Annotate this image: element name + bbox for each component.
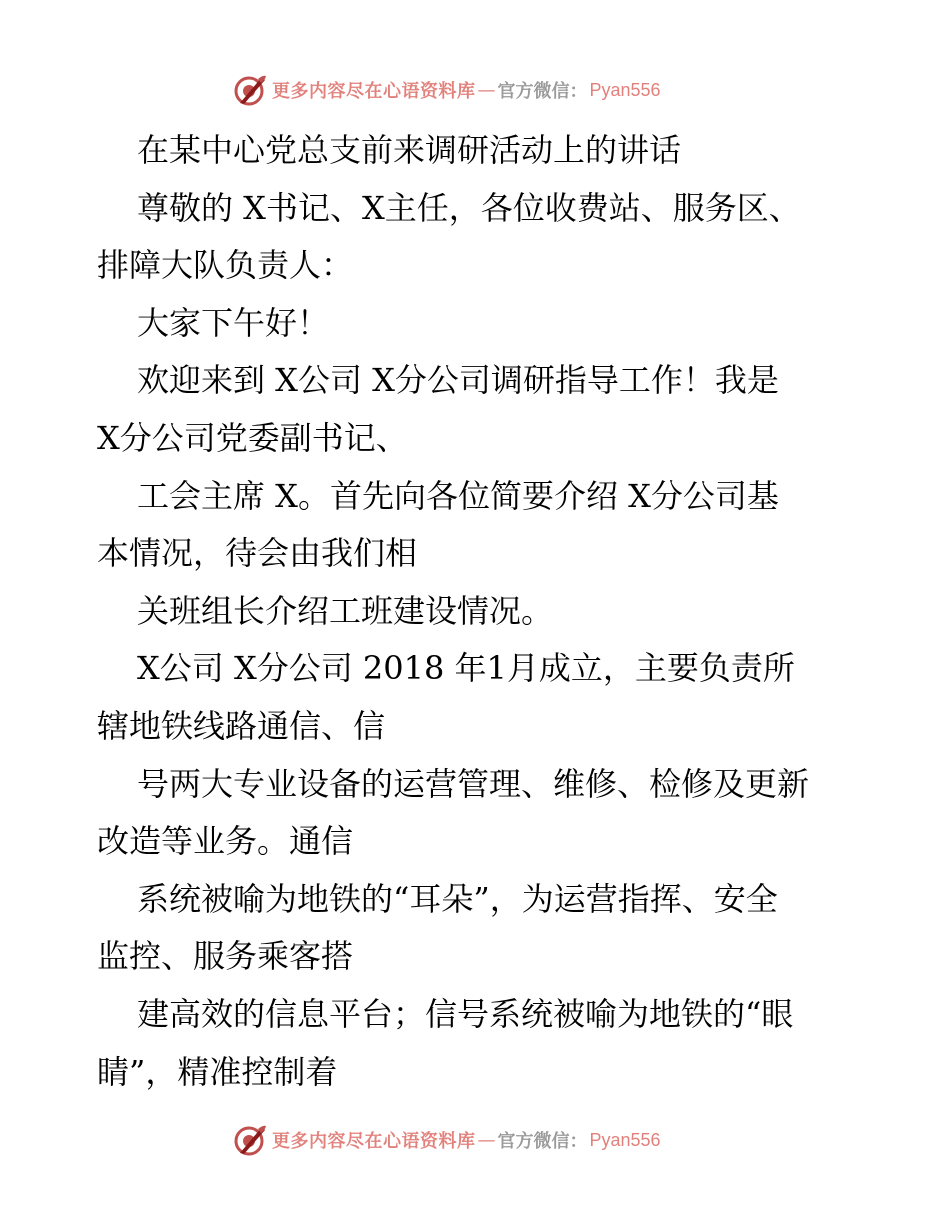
doc-line: 工会主席 X。首先向各位简要介绍 X分公司基 [137,476,779,515]
quill-seal-logo-icon [232,73,268,107]
banner-wechat-id: Pyan556 [589,79,661,100]
doc-line: 大家下午好！ [137,303,330,342]
doc-line: 监控、服务乘客搭 [97,937,354,976]
doc-line: 号两大专业设备的运营管理、维修、检修及更新 [137,764,810,803]
doc-line: 系统被喻为地铁的“耳朵”，为运营指挥、安全 [137,879,778,918]
banner-main-text: 更多内容尽在心语资料库 [272,1131,476,1152]
doc-line: 辖地铁线路通信、信 [97,706,386,745]
banner-wechat-label: 官方微信： [497,1131,588,1152]
banner-wechat-id: Pyan556 [589,1129,661,1150]
banner-dash: — [477,1129,496,1151]
doc-line: X公司 X分公司 2018 年1月成立，主要负责所 [137,649,795,688]
doc-line: 睛”，精准控制着 [97,1052,338,1091]
doc-line: 尊敬的 X书记、X主任，各位收费站、服务区、 [137,188,801,227]
document-body [97,122,857,1101]
banner-main-text: 更多内容尽在心语资料库 [272,81,476,102]
doc-line: 本情况，待会由我们相 [97,534,418,573]
doc-line: 排障大队负责人： [97,246,354,285]
footer-banner [232,1123,712,1157]
doc-line: X分公司党委副书记、 [97,418,408,457]
doc-line: 欢迎来到 X公司 X分公司调研指导工作！我是 [137,361,779,400]
doc-line: 改造等业务。通信 [97,822,354,861]
banner-wechat-label: 官方微信： [497,81,588,102]
doc-line: 建高效的信息平台；信号系统被喻为地铁的“眼 [137,994,794,1033]
doc-title: 在某中心党总支前来调研活动上的讲话 [137,131,682,169]
doc-line: 关班组长介绍工班建设情况。 [137,591,554,630]
header-banner [232,73,712,107]
banner-dash: — [477,79,496,101]
quill-seal-logo-icon [232,1123,268,1157]
